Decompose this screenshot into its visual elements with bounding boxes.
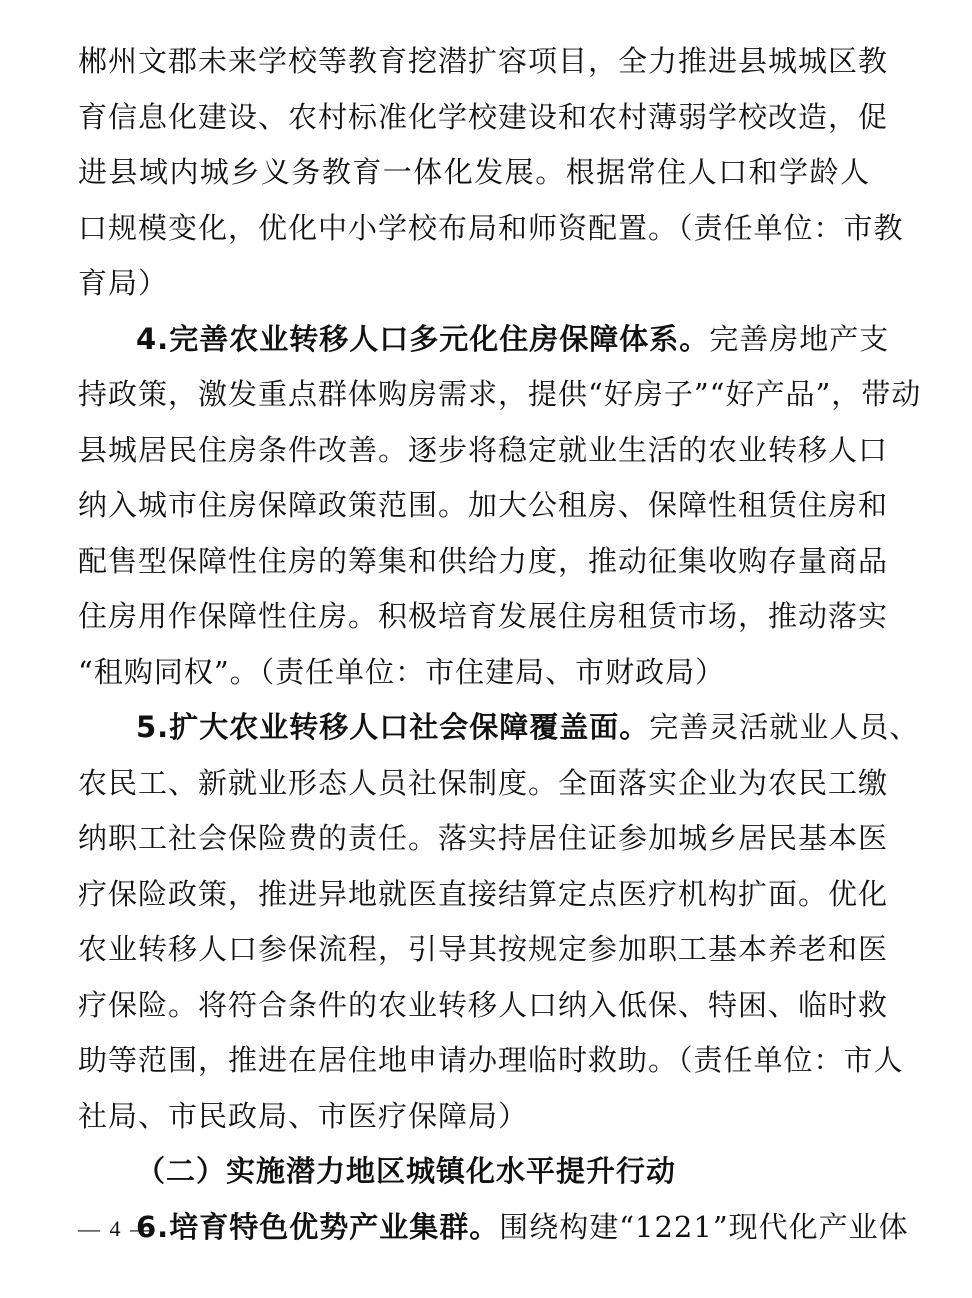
text-line: 配售型保障性住房的筹集和供给力度，推动征集收购存量商品: [78, 543, 889, 578]
text-line: 农业转移人口参保流程，引导其按规定参加职工基本养老和医: [78, 932, 889, 966]
document-page: [78, 34, 922, 1255]
paragraph-industry: [78, 1200, 909, 1256]
text-line: 进县域内城乡义务教育一体化发展。根据常住人口和学龄人: [78, 155, 870, 189]
item-title-social-security: 5.扩大农业转移人口社会保障覆盖面。: [136, 710, 650, 744]
text-fragment: 完善灵活就业人员、: [649, 710, 920, 744]
text-line: 农民工、新就业形态人员社保制度。全面落实企业为农民工缴: [78, 765, 889, 800]
text-line: 助等范围，推进在居住地申请办理临时救助。（责任单位：市人: [78, 1043, 904, 1077]
text-line: [78, 312, 890, 368]
text-line: “租购同权”。（责任单位：市住建局、市财政局）: [78, 654, 726, 689]
text-line: 疗保险政策，推进异地就医直接结算定点医疗机构扩面。优化: [78, 876, 889, 911]
text-line: 育局）: [78, 266, 169, 300]
paragraph-housing: [78, 312, 922, 701]
text-line: 社局、市民政局、市医疗保障局）: [78, 1098, 529, 1133]
page-number: — 4 —: [78, 1216, 154, 1241]
text-line: 纳入城市住房保障政策范围。加大公租房、保障性租赁住房和: [78, 488, 889, 522]
text-line: 育信息化建设、农村标准化学校建设和农村薄弱学校改造，促: [78, 99, 889, 134]
text-line: 持政策，激发重点群体购房需求，提供“好房子”“好产品”，带动: [78, 377, 922, 411]
item-title-housing: 4.完善农业转移人口多元化住房保障体系。: [136, 321, 710, 356]
text-line: 县城居民住房条件改善。逐步将稳定就业生活的农业转移人口: [78, 432, 889, 467]
text-line: 住房用作保障性住房。积极培育发展住房租赁市场，推动落实: [78, 599, 889, 633]
item-title-industry: 6.培育特色优势产业集群。: [136, 1209, 500, 1244]
text-line: [78, 1200, 909, 1256]
text-line: 口规模变化，优化中小学校布局和师资配置。（责任单位：市教: [78, 210, 904, 245]
text-line: 郴州文郡未来学校等教育挖潜扩容项目，全力推进县城城区教: [78, 44, 889, 78]
section-heading: [78, 1144, 870, 1200]
paragraph-social-security: [78, 700, 920, 1144]
text-line: 纳职工社会保险费的责任。落实持居住证参加城乡居民基本医: [78, 821, 889, 855]
text-fragment: 完善房地产支: [709, 321, 890, 356]
text-fragment: 围绕构建“1221”现代化产业体: [499, 1209, 909, 1244]
text-line: [78, 700, 920, 756]
paragraph-education: [78, 34, 904, 312]
section-heading-text: （二）实施潜力地区城镇化水平提升行动: [136, 1154, 677, 1188]
text-line: 疗保险。将符合条件的农业转移人口纳入低保、特困、临时救: [78, 987, 889, 1022]
